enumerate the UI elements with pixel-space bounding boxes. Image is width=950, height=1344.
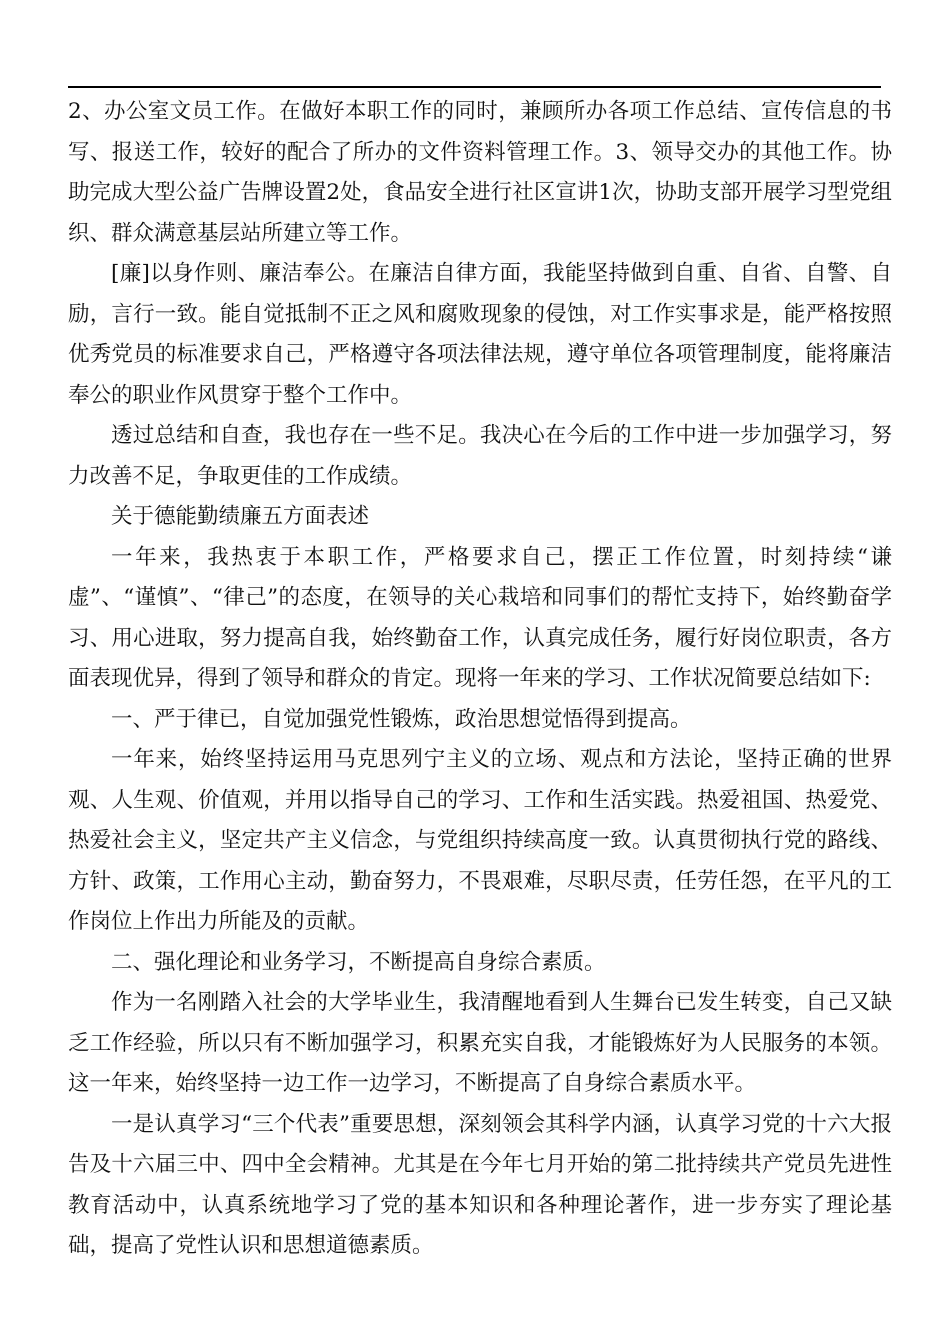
header-rule (68, 86, 881, 88)
paragraph: 透过总结和自查，我也存在一些不足。我决心在今后的工作中进一步加强学习，努力改善不足，争取更佳的工作成绩。 (68, 423, 892, 489)
section-heading: 一、严于律已，自觉加强党性锻炼，政治思想觉悟得到提高。 (111, 706, 692, 732)
paragraph: [廉]以身作则、廉洁奉公。在廉洁自律方面，我能坚持做到自重、自省、自警、自励，言行一致。能自觉抵制不正之风和腐败现象的侵蚀，对工作实事求是，能严格按照优秀党员的标准要求自己，严格遵守各项法律法规，遵守单位各项管理制度，能将廉洁奉公的职业作风贯穿于整个工作中。 (68, 261, 892, 408)
section-heading: 二、强化理论和业务学习，不断提高自身综合素质。 (111, 949, 606, 975)
paragraph: 一是认真学习“三个代表”重要思想，深刻领会其科学内涵，认真学习党的十六大报告及十六届三中、四中全会精神。尤其是在今年七月开始的第二批持续共产党员先进性教育活动中，认真系统地学习了党的基本知识和各种理论著作，进一步夯实了理论基础，提高了党性认识和思想道德素质。 (68, 1111, 892, 1258)
paragraph: 一年来，始终坚持运用马克思列宁主义的立场、观点和方法论，坚持正确的世界观、人生观、价值观，并用以指导自己的学习、工作和生活实践。热爱祖国、热爱党、热爱社会主义，坚定共产主义信念，与党组织持续高度一致。认真贯彻执行党的路线、方针、政策，工作用心主动，勤奋努力，不畏艰难，尽职尽责，任劳任怨，在平凡的工作岗位上作出力所能及的贡献。 (68, 747, 892, 934)
section-title: 关于德能勤绩廉五方面表述 (111, 504, 370, 529)
paragraph: 一年来，我热衷于本职工作，严格要求自己，摆正工作位置，时刻持续“谦虚”、“谨慎”、“律己”的态度，在领导的关心栽培和同事们的帮忙支持下，始终勤奋学习、用心进取，努力提高自我，始终勤奋工作，认真完成任务，履行好岗位职责，各方面表现优异，得到了领导和群众的肯定。现将一年来的学习、工作状况简要总结如下: (68, 544, 892, 691)
paragraph: 作为一名刚踏入社会的大学毕业生，我清醒地看到人生舞台已发生转变，自己又缺乏工作经验，所以只有不断加强学习，积累充实自我，才能锻炼好为人民服务的本领。这一年来，始终坚持一边工作一边学习，不断提高了自身综合素质水平。 (68, 990, 892, 1096)
document-body (68, 92, 892, 1267)
paragraph: 2、办公室文员工作。在做好本职工作的同时，兼顾所办各项工作总结、宣传信息的书写、报送工作，较好的配合了所办的文件资料管理工作。3、领导交办的其他工作。协助完成大型公益广告牌设置2处，食品安全进行社区宣讲1次，协助支部开展学习型党组织、群众满意基层站所建立等工作。 (68, 99, 892, 246)
